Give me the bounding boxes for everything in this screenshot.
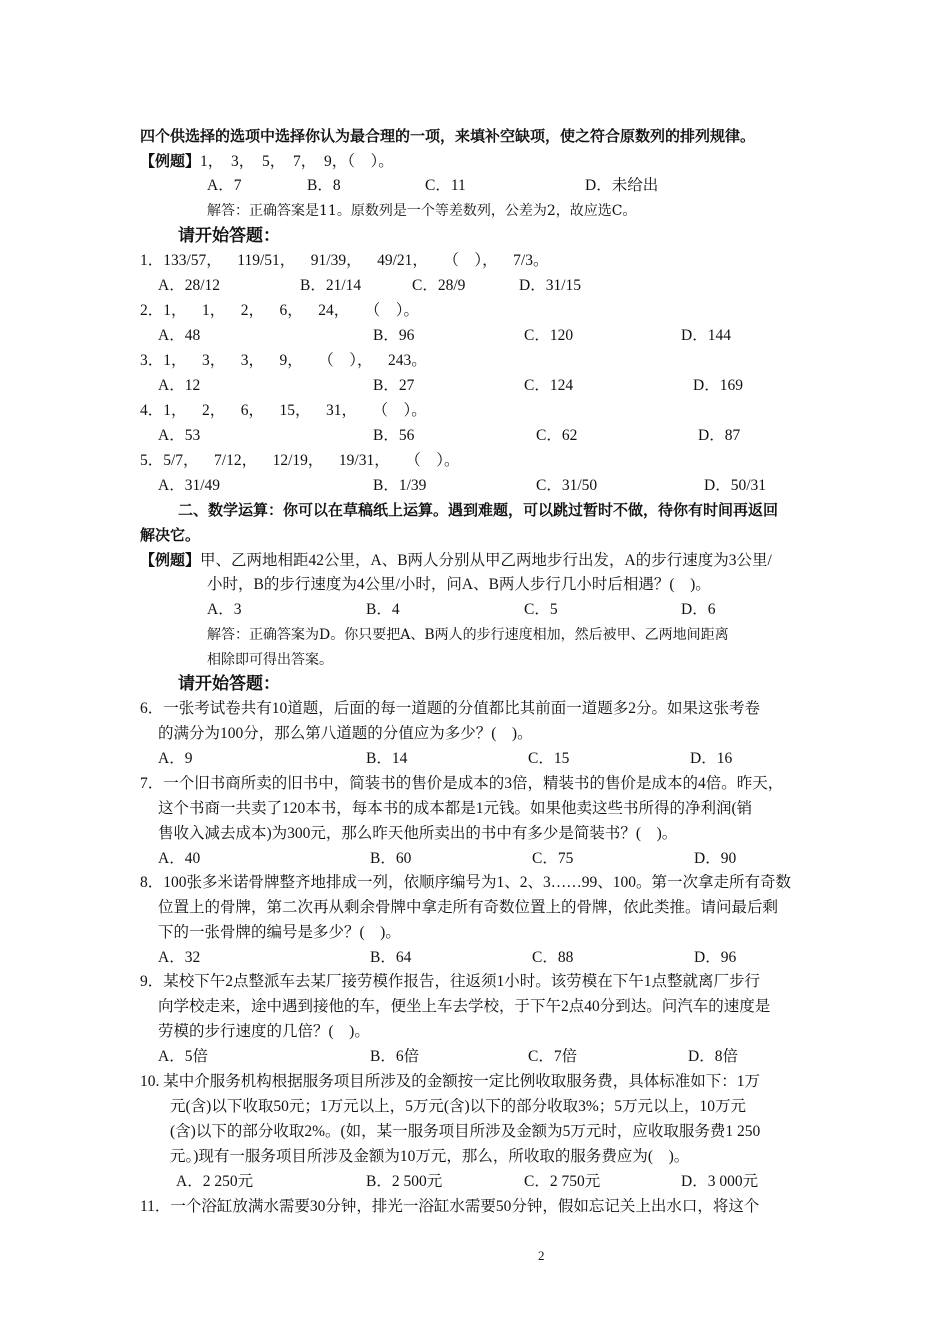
q6-option-c: C．15 bbox=[528, 750, 570, 767]
page-number: 2 bbox=[538, 1248, 545, 1263]
q9-option-b: B．6倍 bbox=[370, 1048, 420, 1065]
q3-option-b: B．27 bbox=[373, 377, 415, 394]
question-7-line-2: 这个书商一共卖了120本书，每本书的成本都是1元钱。如果他卖这些书所得的净利润(销 bbox=[158, 800, 753, 817]
q9-option-c: C．7倍 bbox=[528, 1048, 578, 1065]
q7-option-c: C．75 bbox=[532, 850, 574, 867]
question-10-line-4: 元。)现有一服务项目所涉及金额为10万元，那么，所收取的服务费应为( )。 bbox=[170, 1148, 690, 1165]
q3-option-c: C．124 bbox=[524, 377, 574, 394]
q6-option-a: A．9 bbox=[158, 750, 193, 767]
q6-option-b: B．14 bbox=[366, 750, 408, 767]
question-2: 2．1， 1， 2， 6， 24， （ ）。 bbox=[140, 302, 420, 319]
q4-option-a: A．53 bbox=[158, 427, 201, 444]
question-9-line-2: 向学校走来，途中遇到接他的车，便坐上车去学校，于下午2点40分到达。问汽车的速度是 bbox=[158, 998, 771, 1015]
question-10-line-3: (含)以下的部分收取2%。(如，某一服务项目所涉及金额为5万元时，应收取服务费1 250 bbox=[170, 1123, 761, 1140]
q2-option-c: C．120 bbox=[524, 327, 574, 344]
q5-option-d: D．50/31 bbox=[704, 477, 767, 494]
q5-option-c: C．31/50 bbox=[536, 477, 598, 494]
example-2-answer-1: 解答：正确答案为D。你只要把A、B两人的步行速度相加，然后被甲、乙两地间距离 bbox=[207, 627, 729, 643]
q10-option-d: D．3 000元 bbox=[681, 1173, 759, 1190]
q8-option-a: A．32 bbox=[158, 949, 201, 966]
q6-option-d: D．16 bbox=[690, 750, 733, 767]
example-2-line-2: 小时，B的步行速度为4公里/小时，问A、B两人步行几小时后相遇？( )。 bbox=[207, 576, 711, 593]
example-2-answer-2: 相除即可得出答案。 bbox=[207, 652, 333, 668]
q1-option-b: B．21/14 bbox=[300, 277, 362, 294]
section-2-title-cont: 解决它。 bbox=[140, 526, 201, 544]
start-heading-2: 请开始答题： bbox=[178, 674, 280, 694]
question-6-line-1: 6．一张考试卷共有10道题，后面的每一道题的分值都比其前面一道题多2分。如果这张考卷 bbox=[140, 700, 761, 717]
example-2-option-b: B．4 bbox=[366, 601, 400, 618]
q1-option-a: A．28/12 bbox=[158, 277, 221, 294]
question-8-line-2: 位置上的骨牌，第二次再从剩余骨牌中拿走所有奇数位置上的骨牌，依此类推。请问最后剩 bbox=[158, 899, 779, 916]
q7-option-d: D．90 bbox=[694, 850, 737, 867]
q4-option-c: C．62 bbox=[536, 427, 578, 444]
section-2-title: 二、数学运算：你可以在草稿纸上运算。遇到难题，可以跳过暂时不做，待你有时间再返回 bbox=[178, 501, 779, 519]
q7-option-b: B．60 bbox=[370, 850, 412, 867]
question-3: 3．1， 3， 3， 9， （ ）， 243。 bbox=[140, 352, 427, 369]
q9-option-d: D．8倍 bbox=[688, 1048, 738, 1065]
question-8-line-3: 下的一张骨牌的编号是多少？( )。 bbox=[158, 924, 401, 941]
q10-option-a: A．2 250元 bbox=[176, 1173, 254, 1190]
q9-option-a: A．5倍 bbox=[158, 1048, 208, 1065]
example-2-option-c: C．5 bbox=[524, 601, 558, 618]
example-tag: 【例题】 bbox=[140, 152, 201, 170]
q7-option-a: A．40 bbox=[158, 850, 201, 867]
example-option-b: B．8 bbox=[307, 177, 341, 194]
question-7-line-3: 售收入减去成本)为300元，那么昨天他所卖出的书中有多少是简装书？( )。 bbox=[158, 825, 678, 842]
q8-option-b: B．64 bbox=[370, 949, 412, 966]
question-10-line-2: 元(含)以下收取50元；1万元以上，5万元(含)以下的部分收取3%；5万元以上，10万元 bbox=[170, 1098, 747, 1115]
question-6-line-2: 的满分为100分，那么第八道题的分值应为多少？( )。 bbox=[158, 725, 533, 742]
start-heading-1: 请开始答题： bbox=[178, 226, 280, 246]
q4-option-b: B．56 bbox=[373, 427, 415, 444]
example-answer: 解答：正确答案是11。原数列是一个等差数列，公差为2，故应选C。 bbox=[207, 203, 637, 219]
question-7-line-1: 7．一个旧书商所卖的旧书中，简装书的售价是成本的3倍，精装书的售价是成本的4倍。昨天， bbox=[140, 775, 784, 792]
q5-option-b: B．1/39 bbox=[373, 477, 427, 494]
question-10-line-1: 10. 某中介服务机构根据服务项目所涉及的金额按一定比例收取服务费，具体标准如下：1万 bbox=[140, 1073, 761, 1090]
example-option-a: A．7 bbox=[207, 177, 242, 194]
q2-option-d: D．144 bbox=[681, 327, 731, 344]
q2-option-b: B．96 bbox=[373, 327, 415, 344]
question-9-line-3: 劳模的步行速度的几倍？( )。 bbox=[158, 1023, 370, 1040]
example-option-c: C．11 bbox=[425, 177, 466, 194]
q8-option-c: C．88 bbox=[532, 949, 574, 966]
example-2-option-d: D．6 bbox=[681, 601, 716, 618]
q1-option-d: D．31/15 bbox=[519, 277, 582, 294]
q3-option-a: A．12 bbox=[158, 377, 201, 394]
q8-option-d: D．96 bbox=[694, 949, 737, 966]
question-1: 1．133/57， 119/51， 91/39， 49/21， （ ）， 7/3。 bbox=[140, 252, 549, 269]
example-1 bbox=[140, 151, 394, 172]
question-9-line-1: 9．某校下午2点整派车去某厂接劳模作报告，往返须1小时。该劳模在下午1点整就离厂步行 bbox=[140, 973, 761, 990]
q1-option-c: C．28/9 bbox=[412, 277, 466, 294]
intro-text: 四个供选择的选项中选择你认为最合理的一项，来填补空缺项，使之符合原数列的排列规律。 bbox=[140, 127, 756, 145]
example-2-option-a: A．3 bbox=[207, 601, 242, 618]
q3-option-d: D．169 bbox=[693, 377, 743, 394]
example-2-line-1: 甲、乙两地相距42公里，A、B两人分别从甲乙两地步行出发，A的步行速度为3公里/ bbox=[200, 552, 772, 569]
question-4: 4．1， 2， 6， 15， 31， （ ）。 bbox=[140, 402, 427, 419]
q2-option-a: A．48 bbox=[158, 327, 201, 344]
q10-option-b: B．2 500元 bbox=[366, 1173, 443, 1190]
question-11-line-1: 11．一个浴缸放满水需要30分钟，排光一浴缸水需要50分钟，假如忘记关上出水口，将这个 bbox=[140, 1198, 760, 1215]
example-option-d: D．未给出 bbox=[585, 177, 659, 194]
q4-option-d: D．87 bbox=[698, 427, 741, 444]
example-tag-2: 【例题】 bbox=[140, 551, 201, 569]
question-8-line-1: 8．100张多米诺骨牌整齐地排成一列，依顺序编号为1、2、3……99、100。第一次拿走所有奇数 bbox=[140, 874, 792, 891]
example-2 bbox=[140, 550, 772, 571]
q5-option-a: A．31/49 bbox=[158, 477, 221, 494]
example-question: 1， 3， 5， 7， 9，（ ）。 bbox=[200, 153, 394, 170]
q10-option-c: C．2 750元 bbox=[524, 1173, 601, 1190]
question-5: 5．5/7， 7/12， 12/19， 19/31， （ ）。 bbox=[140, 452, 460, 469]
